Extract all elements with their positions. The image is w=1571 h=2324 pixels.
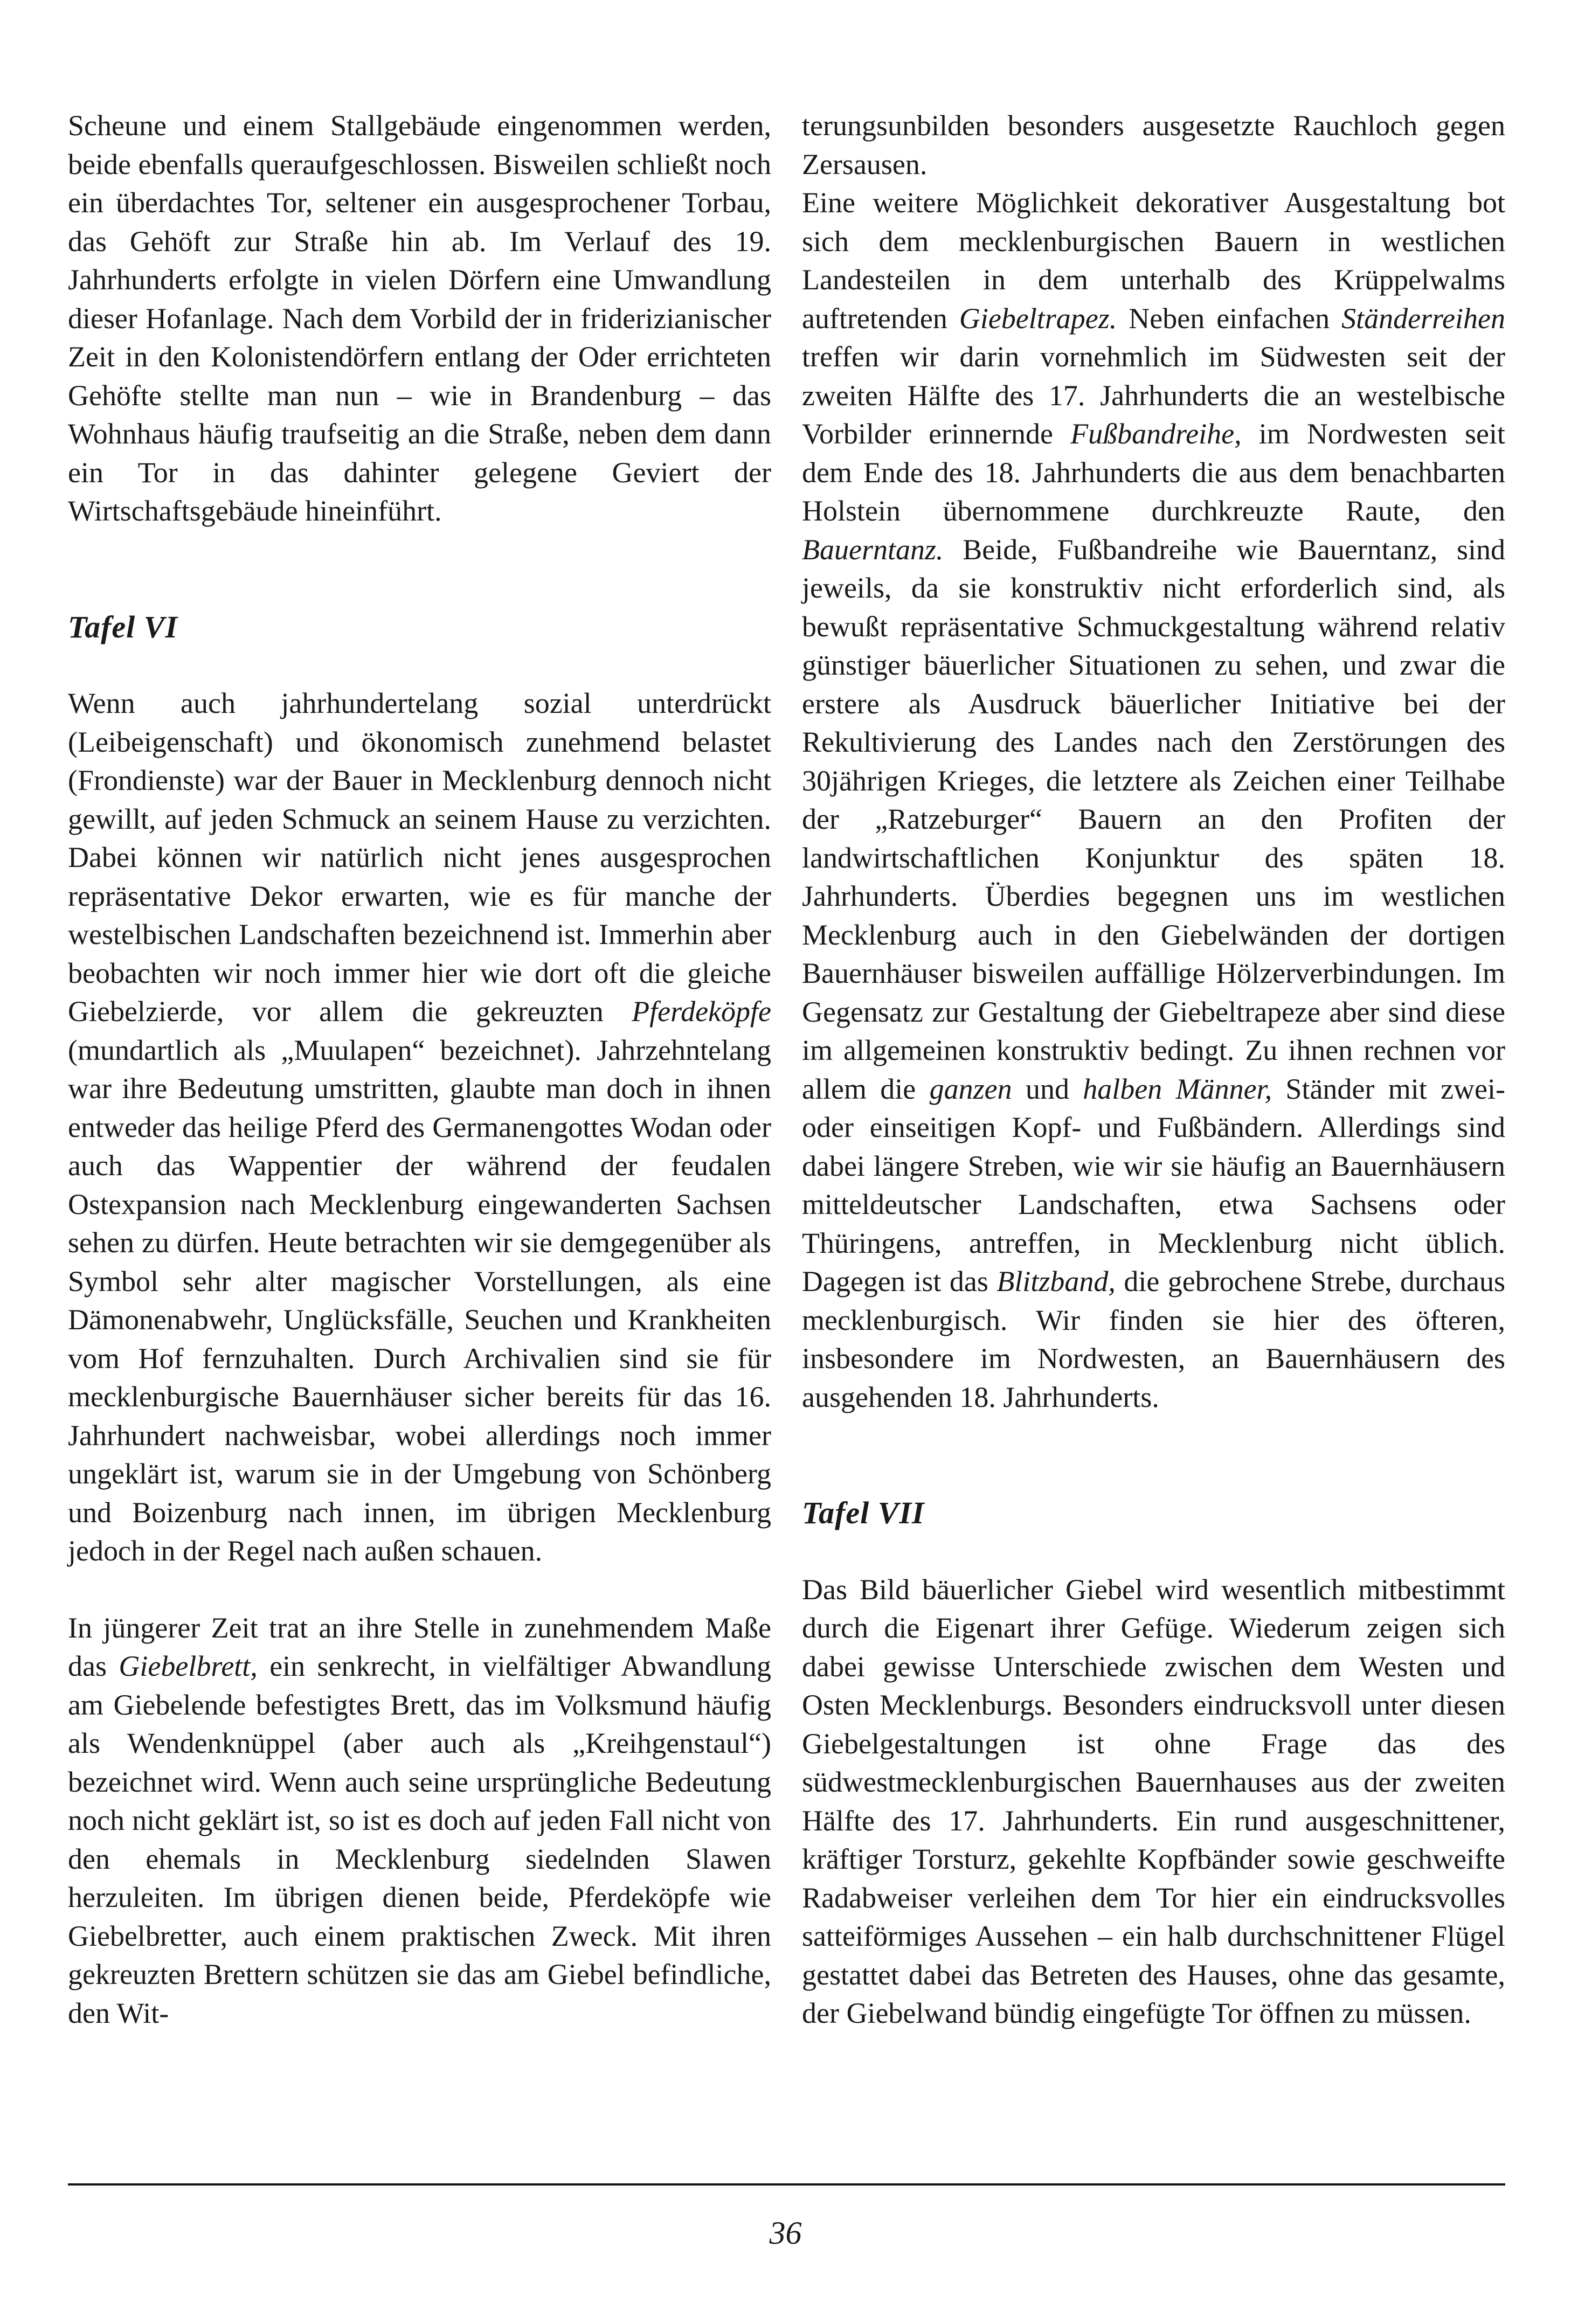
text-run: Eine weitere Möglichkeit dekorativer Ausgestaltung bot sich dem mecklenburgischen Bauern in westlichen Landesteilen in dem unterhalb des Krüppelwalms auftretenden <box>802 186 1505 335</box>
term-giebelbrett: Giebelbrett, <box>119 1650 258 1682</box>
text-run: treffen wir darin vornehmlich im Südwesten seit der zweiten Hälfte des 17. Jahrhunderts die an westelbische Vorbilder erinnernde <box>802 341 1505 450</box>
heading-tafel-vii: Tafel VII <box>802 1495 925 1530</box>
text-run: im Nordwesten seit dem Ende des 18. Jahrhunderts die aus dem benachbarten Holstein übernommene durchkreuzte Raute, den <box>802 418 1505 527</box>
paragraph-farmstead: Scheune und einem Stallgebäude eingenommen werden, beide ebenfalls queraufgeschlossen. Bisweilen schließt noch ein überdachtes Tor, seltener ein ausgesprochener Torbau, das Gehöft zur Straße hin ab. Im Verlauf des 19. Jahrhunderts erfolgte in vielen Dörfern eine Umwandlung dieser Hofanlage. Nach dem Vorbild der in friderizianischer Zeit in den Kolonistendörfern entlang der Oder errichteten Gehöfte stellte man nun – wie in Brandenburg – das Wohnhaus häufig traufseitig an die Straße, neben dem dann ein Tor in das dahinter gelegene Geviert der Wirtschaftsgebäude hineinführt. <box>68 109 771 527</box>
term-blitzband: Blitzband, <box>996 1265 1116 1298</box>
term-fussbandreihe: Fußbandreihe, <box>1070 418 1242 450</box>
footer-divider <box>68 2183 1505 2186</box>
text-run: Ständer mit zwei- oder einseitigen Kopf- und Fußbändern. Allerdings sind dabei längere Streben, wie wir sie häufig an Bauernhäusern mitteldeutscher Landschaften, etwa Sachsens oder Thüringens, antreffen, in Mecklenburg nicht üblich. Dagegen ist das <box>802 1072 1505 1298</box>
term-staenderreihen: Ständerreihen <box>1341 302 1505 335</box>
text-run: terungsunbilden besonders ausgesetzte Rauchloch gegen Zersausen. <box>802 109 1505 181</box>
term-ganzen: ganzen <box>929 1072 1012 1105</box>
paragraph-rauchloch-continued <box>802 107 1505 1417</box>
text-run: Wenn auch jahrhundertelang sozial unterdrückt (Leibeigenschaft) und ökonomisch zunehmend belastet (Frondienste) war der Bauer in Mecklenburg dennoch nicht gewillt, auf jeden Schmuck an seinem Hause zu verzichten. Dabei können wir natürlich nicht jenes ausgesprochen repräsentative Dekor erwarten, wie es für manche der westelbischen Landschaften bezeichnend ist. Immerhin aber beobachten wir noch immer hier wie dort oft die gleiche Giebelzierde, vor allem die gekreuzten <box>68 687 771 1028</box>
term-giebeltrapez: Giebeltrapez. <box>959 302 1117 335</box>
text-run: In jüngerer Zeit trat an ihre Stelle in zunehmendem Maße das <box>68 1611 771 1682</box>
text-run: Neben einfachen <box>1117 302 1342 335</box>
paragraph-gefuege: Das Bild bäuerlicher Giebel wird wesentlich mitbestimmt durch die Eigenart ihrer Gefüge. Wiederum zeigen sich dabei gewisse Unterschiede zwischen dem Westen und Osten Mecklenburgs. Besonders eindrucksvoll unter diesen Giebelgestaltungen ist ohne Frage das des südwestmecklenburgischen Bauernhauses aus der zweiten Hälfte des 17. Jahrhunderts. Ein rund ausgeschnittener, kräftiger Torsturz, gekehlte Kopfbänder sowie geschweifte Radabweiser verleihen dem Tor hier ein eindrucksvolles satteiförmiges Aussehen – ein halb durchschnittener Flügel gestattet dabei das Betreten des Hauses, ohne das gesamte, der Giebelwand bündig eingefügte Tor öffnen zu müssen. <box>802 1573 1505 2029</box>
text-run: die gebrochene Strebe, durchaus mecklenburgisch. Wir finden sie hier des öfteren, insbesondere im Nordwesten, an Bauernhäusern des ausgehenden 18. Jahrhunderts. <box>802 1265 1505 1413</box>
text-run: ein senkrecht, in vielfältiger Abwandlung am Giebelende befestigtes Brett, das im Volksmund häufig als Wendenknüppel (aber auch als „Kreihgenstaul“) bezeichnet wird. Wenn auch seine ursprüngliche Bedeutung noch nicht geklärt ist, so ist es doch auf jeden Fall nicht von den ehemals in Mecklenburg siedelnden Slawen herzuleiten. Im übrigen dienen beide, Pferdeköpfe wie Giebelbretter, auch einem praktischen Zweck. Mit ihren gekreuzten Brettern schützen sie das am Giebel befindliche, den Wit- <box>68 1650 771 2029</box>
text-run: Beide, Fußbandreihe wie Bauerntanz, sind jeweils, da sie konstruktiv nicht erforderlich sind, als bewußt repräsentative Schmuckgestaltung während relativ günstiger bäuerlicher Situationen zu sehen, und zwar die erstere als Ausdruck bäuerlicher Initiative bei der Rekultivierung des Landes nach den Zerstörungen des 30jährigen Krieges, die letztere als Zeichen einer Teilhabe der „Ratzeburger“ Bauern an den Profiten der landwirtschaftlichen Konjunktur des späten 18. Jahrhunderts. Überdies begegnen uns im westlichen Mecklenburg auch in den Giebelwänden der dortigen Bauernhäuser bisweilen auffällige Hölzerverbindungen. Im Gegensatz zur Gestaltung der Giebeltrapeze aber sind diese im allgemeinen konstruktiv bedingt. Zu ihnen rechnen vor allem die <box>802 533 1505 1105</box>
term-halben-maenner: halben Männer, <box>1083 1072 1272 1105</box>
text-run: (mundartlich als „Muulapen“ bezeichnet). Jahrzehntelang war ihre Bedeutung umstritten, glaubte man doch in ihnen entweder das heilige Pferd des Germanengottes Wodan oder auch das Wappentier der während der feudalen Ostexpansion nach Mecklenburg eingewanderten Sachsen sehen zu dürfen. Heute betrachten wir sie demgegenüber als Symbol sehr alter magischer Vorstellungen, als eine Dämonenabwehr, Unglücksfälle, Seuchen und Krankheiten vom Hof fernzuhalten. Durch Archivalien sind sie für mecklenburgische Bauernhäuser sicher bereits für das 16. Jahrhundert nachweisbar, wobei allerdings noch immer ungeklärt ist, warum sie in der Umgebung von Schönberg und Boizenburg nach innen, im übrigen Mecklenburg jedoch in der Regel nach außen schauen. <box>68 1033 771 1567</box>
term-bauerntanz: Bauerntanz. <box>802 533 944 566</box>
term-pferdekoepfe: Pferdeköpfe <box>632 995 771 1028</box>
heading-tafel-vi: Tafel VI <box>68 609 178 644</box>
right-column <box>802 107 1505 2033</box>
paragraph-pferdekoepfe <box>68 684 771 1571</box>
text-run: und <box>1012 1072 1083 1105</box>
left-column <box>68 107 771 2032</box>
page-number: 36 <box>769 2215 802 2251</box>
paragraph-giebelbrett <box>68 1609 771 2033</box>
